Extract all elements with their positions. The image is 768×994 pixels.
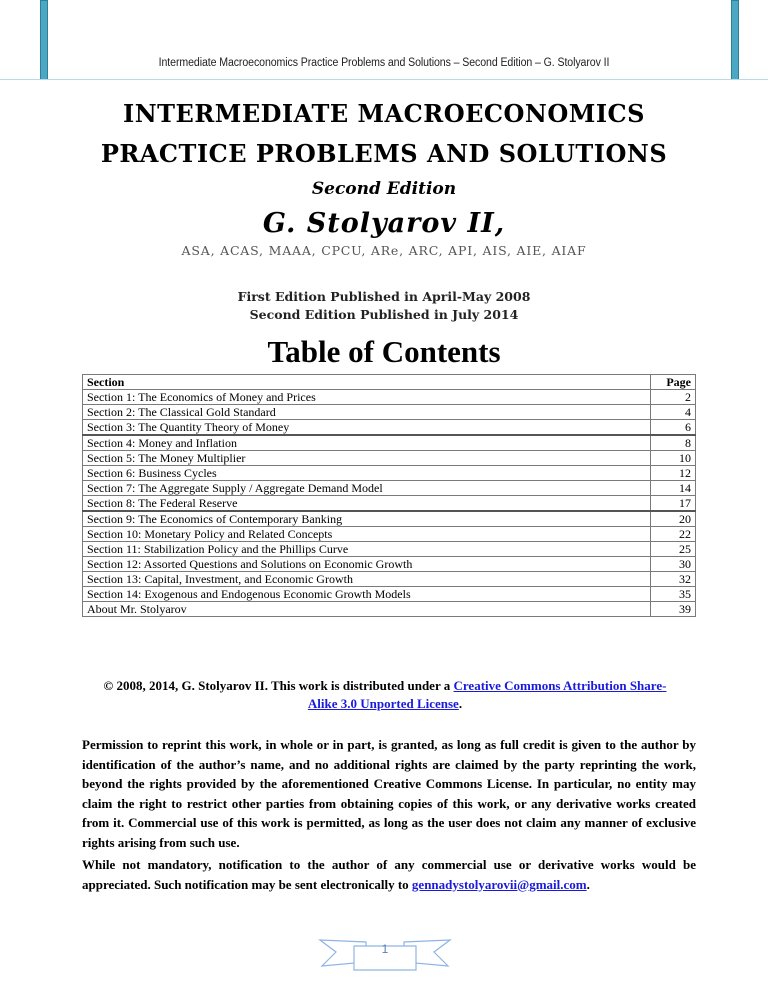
header-divider [0, 79, 768, 80]
toc-page: 22 [651, 527, 696, 542]
toc-section[interactable]: Section 8: The Federal Reserve [83, 496, 651, 512]
toc-section[interactable]: Section 9: The Economics of Contemporary Banking [83, 511, 651, 527]
toc-page: 39 [651, 602, 696, 617]
notification-period: . [586, 876, 590, 892]
toc-row[interactable] [83, 390, 696, 405]
toc-section[interactable]: Section 6: Business Cycles [83, 466, 651, 481]
toc-row[interactable] [83, 527, 696, 542]
toc-page: 20 [651, 511, 696, 527]
toc-row[interactable] [83, 542, 696, 557]
toc-row[interactable] [83, 557, 696, 572]
toc-page: 25 [651, 542, 696, 557]
toc-section[interactable]: Section 2: The Classical Gold Standard [83, 405, 651, 420]
toc-row[interactable] [83, 451, 696, 466]
toc-page: 30 [651, 557, 696, 572]
email-link[interactable]: gennadystolyarovii@gmail.com [411, 876, 587, 892]
second-edition-date: Second Edition Published in July 2014 [249, 307, 519, 322]
toc-page: 6 [651, 420, 696, 436]
toc-row[interactable] [83, 481, 696, 496]
notification-paragraph [82, 855, 696, 894]
toc-row[interactable] [83, 602, 696, 617]
toc-page: 32 [651, 572, 696, 587]
author-credentials: ASA, ACAS, MAAA, CPCU, ARe, ARC, API, AIS, AIE, AIAF [181, 243, 587, 258]
toc-heading: Table of Contents [267, 334, 501, 369]
toc-col-page: Page [651, 375, 696, 390]
toc-page: 2 [651, 390, 696, 405]
toc-row[interactable] [83, 466, 696, 481]
toc-section[interactable]: Section 1: The Economics of Money and Prices [83, 390, 651, 405]
copyright-notice [90, 677, 680, 713]
copyright-period: . [458, 696, 463, 711]
toc-row[interactable] [83, 511, 696, 527]
toc-section[interactable]: Section 10: Monetary Policy and Related Concepts [83, 527, 651, 542]
toc-page: 10 [651, 451, 696, 466]
toc-section[interactable]: Section 14: Exogenous and Endogenous Economic Growth Models [83, 587, 651, 602]
toc-header-row [83, 375, 696, 390]
first-edition-date: First Edition Published in April-May 2008 [237, 289, 531, 304]
toc-section[interactable]: Section 5: The Money Multiplier [83, 451, 651, 466]
toc-section[interactable]: Section 12: Assorted Questions and Solutions on Economic Growth [83, 557, 651, 572]
toc-row[interactable] [83, 435, 696, 451]
toc-section[interactable]: Section 7: The Aggregate Supply / Aggregate Demand Model [83, 481, 651, 496]
author-name: G. Stolyarov II, [262, 208, 506, 239]
toc-page: 35 [651, 587, 696, 602]
toc-row[interactable] [83, 572, 696, 587]
toc-section[interactable]: Section 11: Stabilization Policy and the Phillips Curve [83, 542, 651, 557]
toc-page: 12 [651, 466, 696, 481]
toc-page: 17 [651, 496, 696, 512]
toc-table [82, 374, 696, 617]
toc-row[interactable] [83, 405, 696, 420]
permission-paragraph: Permission to reprint this work, in whole or in part, is granted, as long as full credit is given to the author by identification of the author’s name, and no additional rights are claimed by the party reprinting the work, beyond the rights provided by the aforementioned Creative Commons License. In particular, no entity may claim the right to restrict other parties from obtaining copies of this work, or any derivative works created from it. Commercial use of this work is permitted, as long as the user does not claim any manner of exclusive rights arising from such use. [82, 737, 696, 850]
toc-section[interactable]: About Mr. Stolyarov [83, 602, 651, 617]
page-number: 1 [381, 942, 389, 956]
toc-col-section: Section [83, 375, 651, 390]
toc-section[interactable]: Section 13: Capital, Investment, and Economic Growth [83, 572, 651, 587]
toc-page: 4 [651, 405, 696, 420]
notification-text: While not mandatory, notification to the author of any commercial use or derivative works would be appreciated. Such notification may be sent electronically to [82, 857, 696, 892]
book-title-line-1: INTERMEDIATE MACROECONOMICS [123, 99, 645, 128]
edition-label: Second Edition [311, 179, 457, 199]
toc-page: 8 [651, 435, 696, 451]
toc-row[interactable] [83, 496, 696, 512]
toc-section[interactable]: Section 3: The Quantity Theory of Money [83, 420, 651, 436]
license-link[interactable]: Creative Commons Attribution Share-Alike 3.0 Unported License [307, 678, 667, 711]
toc-row[interactable] [83, 420, 696, 436]
toc-row[interactable] [83, 587, 696, 602]
copyright-text: © 2008, 2014, G. Stolyarov II. This work is distributed under a [103, 678, 454, 693]
book-title-line-2: PRACTICE PROBLEMS AND SOLUTIONS [100, 139, 668, 168]
toc-section[interactable]: Section 4: Money and Inflation [83, 435, 651, 451]
toc-page: 14 [651, 481, 696, 496]
running-header: Intermediate Macroeconomics Practice Problems and Solutions – Second Edition – G. Stolyarov II [158, 57, 610, 69]
